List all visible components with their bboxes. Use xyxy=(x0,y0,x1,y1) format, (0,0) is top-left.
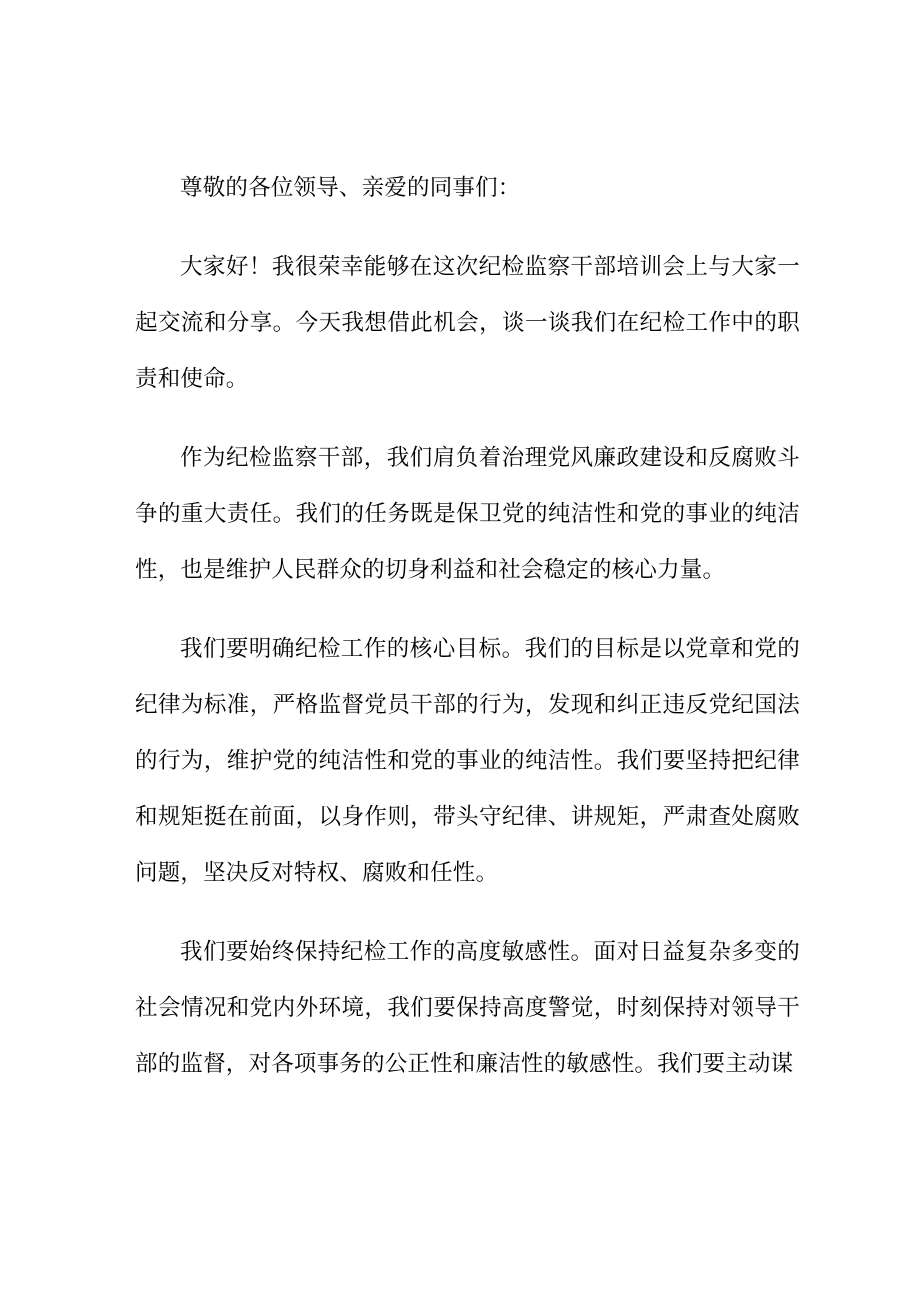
paragraph-sensitivity: 我们要始终保持纪检工作的高度敏感性。面对日益复杂多变的社会情况和党内外环境，我们要保持高度警觉，时刻保持对领导干部的监督，对各项事务的公正性和廉洁性的敏感性。我们要主动谋 xyxy=(135,939,800,1077)
paragraph-intro: 大家好！我很荣幸能够在这次纪检监察干部培训会上与大家一起交流和分享。今天我想借此机会，谈一谈我们在纪检工作中的职责和使命。 xyxy=(135,254,800,392)
document-body xyxy=(135,160,800,1115)
paragraph-core-goal: 我们要明确纪检工作的核心目标。我们的目标是以党章和党的纪律为标准，严格监督党员干部的行为，发现和纠正违反党纪国法的行为，维护党的纯洁性和党的事业的纯洁性。我们要坚持把纪律和规矩挺在前面，以身作则，带头守纪律、讲规矩，严肃查处腐败问题，坚决反对特权、腐败和任性。 xyxy=(135,636,800,886)
paragraph-responsibility: 作为纪检监察干部，我们肩负着治理党风廉政建设和反腐败斗争的重大责任。我们的任务既是保卫党的纯洁性和党的事业的纯洁性，也是维护人民群众的切身利益和社会稳定的核心力量。 xyxy=(135,445,800,583)
salutation: 尊敬的各位领导、亲爱的同事们： xyxy=(180,175,521,201)
